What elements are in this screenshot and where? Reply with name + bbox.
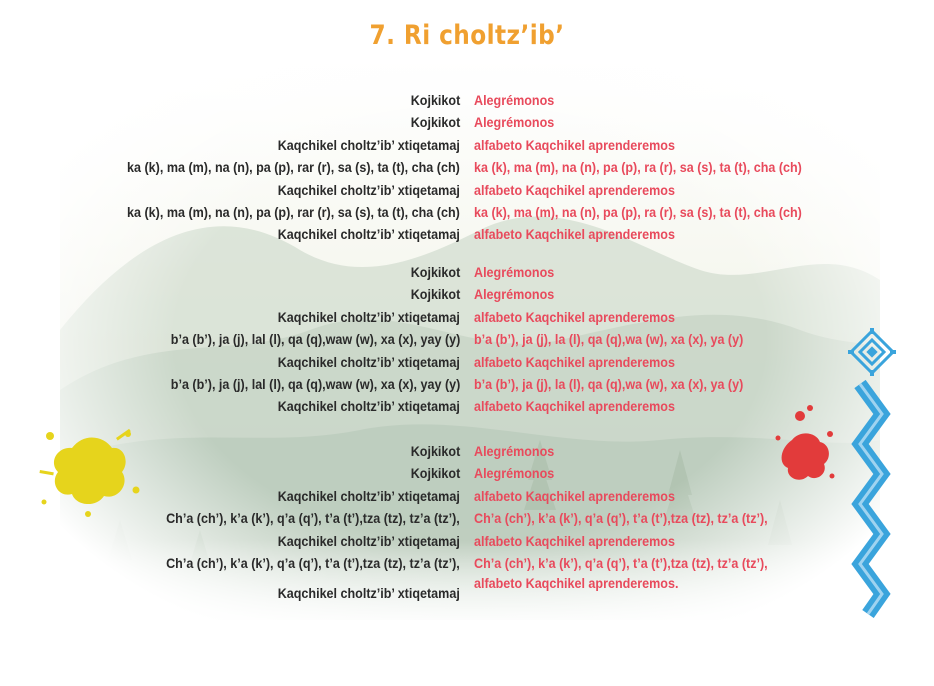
- list-item: [0, 396, 934, 418]
- spanish-line: Alegrémonos: [474, 287, 555, 303]
- kaqchikel-line: Kaqchikel choltz’ib’ xtiqetamaj: [277, 533, 460, 549]
- kaqchikel-line: Kaqchikel choltz’ib’ xtiqetamaj: [277, 586, 460, 602]
- kaqchikel-line: b’a (b’), ja (j), lal (l), qa (q),waw (w), xa (x), yay (y): [170, 332, 460, 348]
- list-item: [0, 486, 934, 508]
- kaqchikel-line: Kaqchikel choltz’ib’ xtiqetamaj: [277, 399, 460, 415]
- list-item: [0, 224, 934, 246]
- list-item: [0, 307, 934, 329]
- list-item: [0, 90, 934, 112]
- spanish-line: alfabeto Kaqchikel aprenderemos: [474, 399, 675, 415]
- kaqchikel-line: ka (k), ma (m), na (n), pa (p), rar (r), sa (s), ta (t), cha (ch): [127, 160, 460, 176]
- kaqchikel-line: Ch’a (ch’), k’a (k’), q’a (q’), t’a (t’),tza (tz), tz’a (tz’),: [166, 511, 460, 527]
- kaqchikel-line: Kaqchikel choltz’ib’ xtiqetamaj: [277, 227, 460, 243]
- kaqchikel-line: Kojkikot: [410, 115, 460, 131]
- kaqchikel-line: Kaqchikel choltz’ib’ xtiqetamaj: [277, 354, 460, 370]
- verse-2: [0, 262, 934, 419]
- verse-3: [0, 441, 934, 602]
- spanish-line: b’a (b’), ja (j), la (l), qa (q),wa (w), xa (x), ya (y): [474, 332, 744, 348]
- list-item: [0, 374, 934, 396]
- list-item: [0, 531, 934, 553]
- spanish-line: alfabeto Kaqchikel aprenderemos: [474, 309, 675, 325]
- spanish-line: b’a (b’), ja (j), la (l), qa (q),wa (w), xa (x), ya (y): [474, 376, 744, 392]
- list-item: [0, 262, 934, 284]
- spanish-line: Alegrémonos: [474, 444, 555, 459]
- spanish-line: Alegrémonos: [474, 466, 555, 482]
- spanish-line: alfabeto Kaqchikel aprenderemos: [474, 227, 675, 243]
- list-item: [0, 508, 934, 530]
- kaqchikel-line: b’a (b’), ja (j), lal (l), qa (q),waw (w), xa (x), yay (y): [170, 376, 460, 392]
- kaqchikel-line: Ch’a (ch’), k’a (k’), q’a (q’), t’a (t’),tza (tz), tz’a (tz’),: [166, 555, 460, 571]
- list-item: [0, 441, 934, 463]
- spanish-line: alfabeto Kaqchikel aprenderemos: [474, 488, 675, 504]
- list-item: [0, 463, 934, 485]
- spanish-line: Ch’a (ch’), k’a (k’), q’a (q’), t’a (t’),tza (tz), tz’a (tz’),: [474, 555, 768, 571]
- kaqchikel-line: Kaqchikel choltz’ib’ xtiqetamaj: [277, 137, 460, 153]
- list-item: [0, 553, 934, 575]
- kaqchikel-line: Kojkikot: [410, 93, 460, 108]
- kaqchikel-line: Kaqchikel choltz’ib’ xtiqetamaj: [277, 182, 460, 198]
- list-item: [0, 352, 934, 374]
- spanish-line: ka (k), ma (m), na (n), pa (p), ra (r), sa (s), ta (t), cha (ch): [474, 204, 802, 220]
- spanish-line: Alegrémonos: [474, 115, 555, 131]
- list-item: [0, 284, 934, 306]
- list-item: [0, 202, 934, 224]
- spanish-line: alfabeto Kaqchikel aprenderemos: [474, 137, 675, 153]
- spanish-line: alfabeto Kaqchikel aprenderemos.: [474, 576, 679, 592]
- list-item: [0, 112, 934, 134]
- spanish-line: alfabeto Kaqchikel aprenderemos: [474, 182, 675, 198]
- spanish-line: Alegrémonos: [474, 265, 555, 280]
- kaqchikel-line: Kaqchikel choltz’ib’ xtiqetamaj: [277, 309, 460, 325]
- kaqchikel-line: Kojkikot: [410, 444, 460, 459]
- spanish-line: Ch’a (ch’), k’a (k’), q’a (q’), t’a (t’),tza (tz), tz’a (tz’),: [474, 511, 768, 527]
- page-title: 7. Ri choltz’ib’: [369, 20, 565, 51]
- list-item: [0, 575, 934, 602]
- list-item: [0, 157, 934, 179]
- list-item: [0, 135, 934, 157]
- kaqchikel-line: Kojkikot: [410, 287, 460, 303]
- list-item: [0, 329, 934, 351]
- kaqchikel-line: Kaqchikel choltz’ib’ xtiqetamaj: [277, 488, 460, 504]
- spanish-line: alfabeto Kaqchikel aprenderemos: [474, 533, 675, 549]
- kaqchikel-line: Kojkikot: [410, 466, 460, 482]
- list-item: [0, 180, 934, 202]
- verse-1: [0, 90, 934, 247]
- spanish-line: Alegrémonos: [474, 93, 555, 108]
- spanish-line: alfabeto Kaqchikel aprenderemos: [474, 354, 675, 370]
- kaqchikel-line: Kojkikot: [410, 265, 460, 280]
- kaqchikel-line: ka (k), ma (m), na (n), pa (p), rar (r), sa (s), ta (t), cha (ch): [127, 204, 460, 220]
- spanish-line: ka (k), ma (m), na (n), pa (p), ra (r), sa (s), ta (t), cha (ch): [474, 160, 802, 176]
